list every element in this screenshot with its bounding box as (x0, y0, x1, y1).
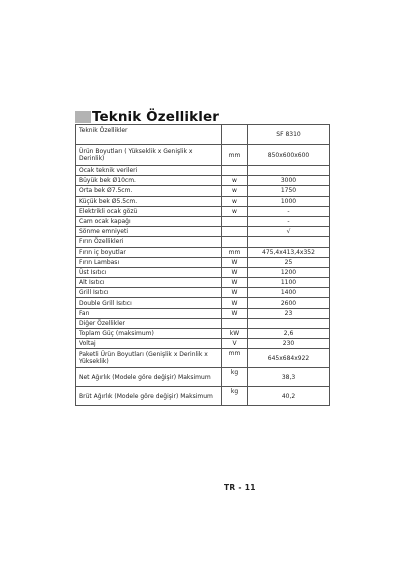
table-row (76, 247, 330, 257)
table-row (76, 145, 330, 166)
row-label: Büyük bek Ø10cm. (76, 176, 222, 186)
row-unit (222, 216, 248, 226)
row-label: Orta bek Ø7.5cm. (76, 186, 222, 196)
row-value: 1100 (248, 278, 330, 288)
row-value: 25 (248, 257, 330, 267)
table-row (76, 298, 330, 308)
row-label: Teknik Özellikler (76, 125, 222, 145)
spec-table (75, 124, 330, 406)
row-value: - (248, 216, 330, 226)
row-value: 38,3 (248, 368, 330, 387)
table-row (76, 339, 330, 349)
row-label: Fırın iç boyutlar (76, 247, 222, 257)
table-row (76, 227, 330, 237)
row-value (248, 318, 330, 328)
table-row (76, 125, 330, 145)
row-label: Paketli Ürün Boyutları (Genişlik x Derinlik x Yükseklik) (76, 349, 222, 368)
row-unit (222, 318, 248, 328)
row-value: 1000 (248, 196, 330, 206)
check-mark: √ (248, 227, 330, 237)
row-label: Cam ocak kapağı (76, 216, 222, 226)
row-label: Ürün Boyutları ( Yükseklik x Genişlik x Derinlik) (76, 145, 222, 166)
row-value: 1750 (248, 186, 330, 196)
row-label: Fan (76, 308, 222, 318)
table-row (76, 308, 330, 318)
row-unit: W (222, 308, 248, 318)
row-label: Grill Isıtıcı (76, 288, 222, 298)
row-unit: w (222, 186, 248, 196)
table-row (76, 166, 330, 176)
row-value: 230 (248, 339, 330, 349)
model-name: SF 8310 (248, 125, 330, 145)
table-row (76, 216, 330, 226)
row-value: 23 (248, 308, 330, 318)
table-row (76, 267, 330, 277)
table-row (76, 318, 330, 328)
row-unit (222, 237, 248, 247)
row-value: - (248, 206, 330, 216)
row-unit: mm (222, 349, 248, 368)
row-label: Net Ağırlık (Modele göre değişir) Maksimum (76, 368, 222, 387)
table-row (76, 257, 330, 267)
row-unit: kg (222, 387, 248, 406)
row-label: Alt Isıtıcı (76, 278, 222, 288)
page-number: TR - 11 (224, 483, 256, 492)
row-unit: w (222, 196, 248, 206)
row-value: 2,6 (248, 329, 330, 339)
row-label: Voltaj (76, 339, 222, 349)
row-unit: W (222, 278, 248, 288)
row-unit: W (222, 257, 248, 267)
row-value: 475,4x413,4x352 (248, 247, 330, 257)
section-title-text: Teknik Özellikler (92, 109, 219, 125)
row-unit: kW (222, 329, 248, 339)
row-label: Double Grill Isıtıcı (76, 298, 222, 308)
row-value: 850x600x600 (248, 145, 330, 166)
row-unit: mm (222, 247, 248, 257)
table-row (76, 278, 330, 288)
row-value: 1200 (248, 267, 330, 277)
row-label: Toplam Güç (maksimum) (76, 329, 222, 339)
section-label: Ocak teknik verileri (76, 166, 222, 176)
row-unit: V (222, 339, 248, 349)
row-unit: W (222, 267, 248, 277)
table-row (76, 288, 330, 298)
table-row (76, 186, 330, 196)
row-unit: w (222, 206, 248, 216)
row-label: Fırın Lambası (76, 257, 222, 267)
row-label: Elektrikli ocak gözü (76, 206, 222, 216)
row-unit (222, 166, 248, 176)
table-row (76, 196, 330, 206)
row-unit: w (222, 176, 248, 186)
table-row (76, 237, 330, 247)
row-label: Üst Isıtıcı (76, 267, 222, 277)
row-label: Sönme emniyeti (76, 227, 222, 237)
table-row (76, 206, 330, 216)
section-label: Fırın Özellikleri (76, 237, 222, 247)
row-unit (222, 227, 248, 237)
table-row (76, 368, 330, 387)
row-unit: kg (222, 368, 248, 387)
section-label: Diğer Özellikler (76, 318, 222, 328)
table-row (76, 349, 330, 368)
row-label: Küçük bek Ø5.5cm. (76, 196, 222, 206)
row-value: 3000 (248, 176, 330, 186)
row-value (248, 237, 330, 247)
row-value: 40,2 (248, 387, 330, 406)
table-row (76, 329, 330, 339)
table-row (76, 176, 330, 186)
row-unit (222, 125, 248, 145)
row-label: Brüt Ağırlık (Modele göre değişir) Maksimum (76, 387, 222, 406)
table-row (76, 387, 330, 406)
title-marker (75, 111, 91, 123)
row-unit: W (222, 298, 248, 308)
row-value: 1400 (248, 288, 330, 298)
row-unit: W (222, 288, 248, 298)
row-value (248, 166, 330, 176)
row-unit: mm (222, 145, 248, 166)
row-value: 2600 (248, 298, 330, 308)
row-value: 645x684x922 (248, 349, 330, 368)
